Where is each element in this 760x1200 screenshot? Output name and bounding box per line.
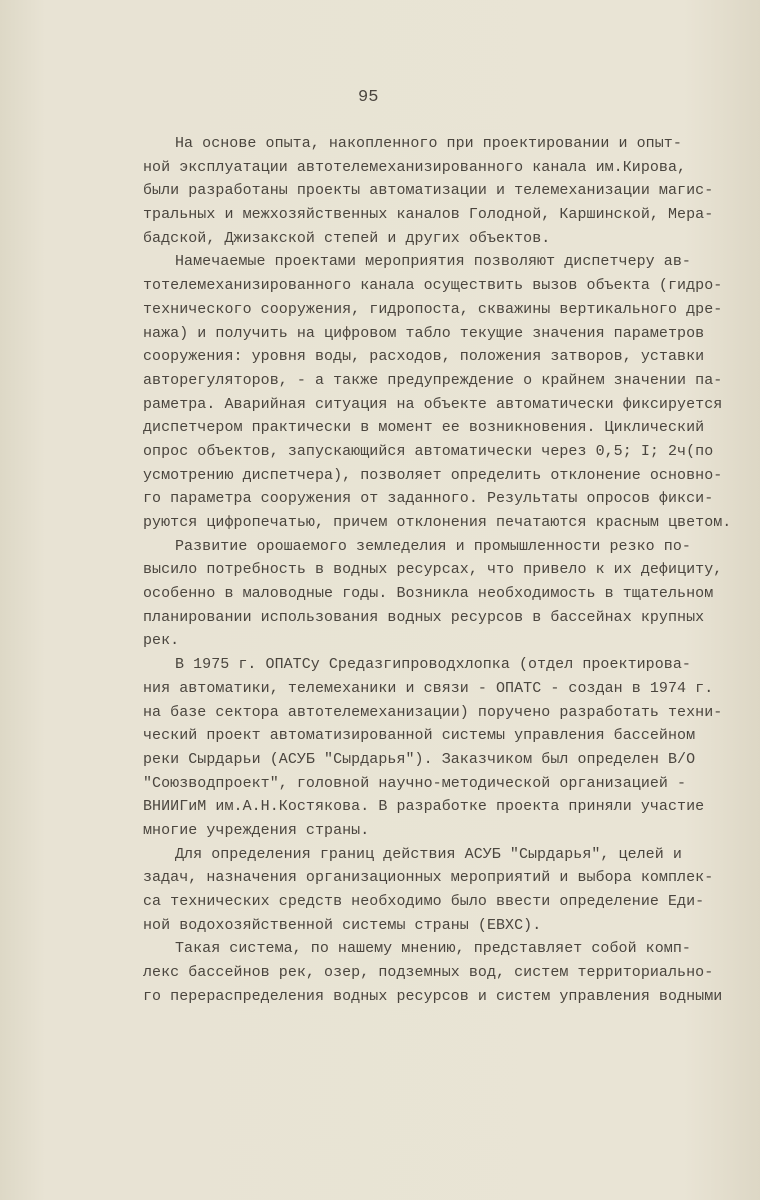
text-line: бадской, Джизакской степей и других объектов. (143, 229, 551, 247)
text-line: ной водохозяйственной системы страны (ЕВХС). (143, 916, 542, 934)
text-line: ной эксплуатации автотелемеханизированного канала им.Кирова, (143, 158, 687, 176)
text-line: Для определения границ действия АСУБ "Сырдарья", целей и (175, 845, 682, 863)
text-line: были разработаны проекты автоматизации и телемеханизации магис- (143, 182, 714, 200)
paragraph (143, 535, 723, 653)
text-line: сооружения: уровня воды, расходов, положения затворов, уставки (143, 348, 705, 366)
paragraph (143, 132, 714, 250)
text-line: планировании использования водных ресурсов в бассейнах крупных (143, 608, 705, 626)
text-line: "Союзводпроект", головной научно-методической организацией - (143, 774, 687, 792)
text-line: многие учреждения страны. (143, 821, 370, 839)
text-line: авторегуляторов, - а также предупреждение о крайнем значении па- (143, 371, 723, 389)
paragraph (143, 653, 723, 843)
text-line: руются цифропечатью, причем отклонения печатаются красным цветом. (143, 514, 732, 531)
text-line: Намечаемые проектами мероприятия позволяют диспетчеру ав- (175, 253, 691, 271)
text-line: са технических средств необходимо было ввести определение Еди- (143, 893, 705, 910)
text-line: особенно в маловодные годы. Возникла необходимость в тщательном (143, 585, 714, 603)
text-line: тотелемеханизированного канала осуществить вызов объекта (гидро- (143, 277, 723, 295)
text-line: высило потребность в водных ресурсах, что привело к их дефициту, (143, 561, 723, 579)
text-line: задач, назначения организационных мероприятий и выбора комплек- (143, 869, 714, 887)
text-line: опрос объектов, запускающийся автоматически через 0,5; I; 2ч(по (143, 442, 714, 460)
paragraph (143, 937, 723, 1008)
text-line: Развитие орошаемого земледелия и промышленности резко по- (175, 537, 691, 555)
text-line: реки Сырдарьи (АСУБ "Сырдарья"). Заказчиком был определен В/О (143, 750, 696, 768)
text-line: ния автоматики, телемеханики и связи - ОПАТС - создан в 1974 г. (143, 679, 714, 697)
text-line: ВНИИГиМ им.А.Н.Костякова. В разработке проекта приняли участие (143, 798, 705, 816)
text-line: нажа) и получить на цифровом табло текущие значения параметров (143, 324, 705, 342)
page-number: 95 (358, 88, 379, 107)
text-line: Такая система, по нашему мнению, представляет собой комп- (175, 940, 691, 958)
text-line: раметра. Аварийная ситуация на объекте автоматически фиксируется (143, 395, 723, 413)
text-line: тральных и межхозяйственных каналов Голодной, Каршинской, Мера- (143, 206, 714, 224)
text-line: на базе сектора автотелемеханизации) поручено разработать техни- (143, 703, 723, 721)
text-line: технического сооружения, гидропоста, скважины вертикального дре- (143, 300, 723, 318)
document-body (143, 132, 732, 1008)
paragraph (143, 843, 714, 938)
text-line: ческий проект автоматизированной системы управления бассейном (143, 727, 696, 745)
text-line: усмотрению диспетчера), позволяет определить отклонение основно- (143, 466, 723, 484)
text-line: рек. (143, 632, 180, 650)
text-line: лекс бассейнов рек, озер, подземных вод, систем территориально- (143, 964, 714, 982)
text-line: го параметра сооружения от заданного. Результаты опросов фикси- (143, 490, 714, 508)
text-line: диспетчером практически в момент ее возникновения. Циклический (143, 419, 705, 437)
text-line: На основе опыта, накопленного при проектировании и опыт- (175, 135, 682, 152)
text-line: го перераспределения водных ресурсов и систем управления водными (143, 987, 723, 1005)
paragraph (143, 250, 732, 534)
text-line: В 1975 г. ОПАТСу Средазгипроводхлопка (отдел проектирова- (175, 656, 691, 674)
